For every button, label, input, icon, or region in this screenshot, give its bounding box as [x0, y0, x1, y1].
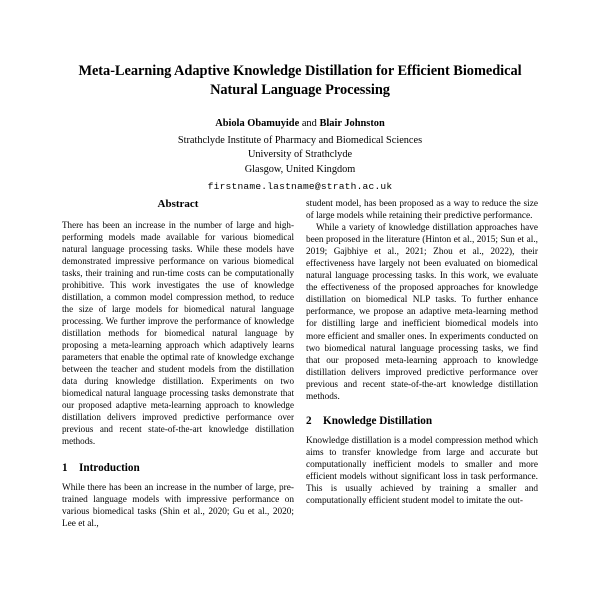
- section-title: Knowledge Distillation: [323, 414, 433, 427]
- body-columns: [0, 198, 600, 600]
- author-list: [58, 117, 542, 131]
- section-title: Introduction: [79, 462, 140, 475]
- contact-email: firstname.lastname@strath.ac.uk: [207, 181, 393, 193]
- affiliation-line-2: University of Strathclyde: [247, 149, 353, 161]
- continued-paragraph: student model, has been proposed as a way to reduce the size of large models while retaining their predictive performance.: [306, 199, 538, 222]
- section-heading-knowledge-distillation: [306, 415, 538, 428]
- abstract-paragraph: There has been an increase in the number of large and high-performing models made available for various biomedical natural language processing tasks. While these models have demonstrated impressive performance on various biomedical tasks, their training and run-time costs can be computationally prohibitive. This work investigates the use of knowledge distillation, a common model compression method, to reduce the size of large models for biomedical natural language processing. We further improve the performance of knowledge distillation methods for biomedical natural language by proposing a meta-learning approach which adaptively learns parameters that enable the optimal rate of knowledge exchange between the teacher and student models from the distillation data during knowledge distillation. Experiments on two biomedical natural language processing tasks demonstrate that our proposed adaptive meta-learning approach to knowledge distillation delivers improved predictive performance over previous and recent state-of-the-art knowledge distillation methods.: [62, 220, 294, 447]
- right-column: [306, 198, 538, 600]
- section-number: 1: [62, 462, 68, 475]
- section-heading-introduction: [62, 462, 294, 475]
- abstract-heading: Abstract: [157, 198, 199, 210]
- left-column: [62, 198, 294, 600]
- affiliation-line-3: Glasgow, United Kingdom: [244, 163, 356, 175]
- author-first: Abiola Obamuyide: [215, 118, 300, 130]
- page-title: Meta-Learning Adaptive Knowledge Distillation for Efficient Biomedical Natural Language Processing: [78, 63, 522, 99]
- author-conjunction: and: [301, 118, 317, 130]
- section-number: 2: [306, 414, 312, 427]
- affiliation-block: [58, 134, 542, 178]
- affiliation-line-1: Strathclyde Institute of Pharmacy and Biomedical Sciences: [177, 134, 423, 146]
- author-second: Blair Johnston: [319, 118, 385, 130]
- introduction-paragraph-2: While a variety of knowledge distillation approaches have been proposed in the literature (Hinton et al., 2015; Sun et al., 2019; Gajbhiye et al., 2021; Zhou et al., 2022), their effectiveness have largely not been evaluated on biomedical natural language processing tasks. In this work, we evaluate the effectiveness of the proposed approaches for knowledge distillation on biomedical NLP tasks. To further enhance performance, we propose an adaptive meta-learning method for distilling large and inefficient biomedical models into more efficient and smaller ones. In experiments conducted on two biomedical natural language processing tasks, we find that our proposed meta-learning approach to knowledge distillation delivers improved predictive performance over previous and recent state-of-the-art knowledge distillation methods.: [306, 223, 538, 402]
- title-block: [0, 0, 600, 192]
- introduction-paragraph: While there has been an increase in the number of large, pre-trained language models with impressive performance on various biomedical tasks (Shin et al., 2020; Gu et al., 2020; Lee et al.,: [62, 482, 294, 530]
- knowledge-distillation-paragraph: Knowledge distillation is a model compression method which aims to transfer knowledge from large and accurate but computationally inefficient models to smaller and more efficient models without significant loss in task performance. This is usually achieved by training a smaller and computationally efficient student model to imitate the out-: [306, 435, 538, 506]
